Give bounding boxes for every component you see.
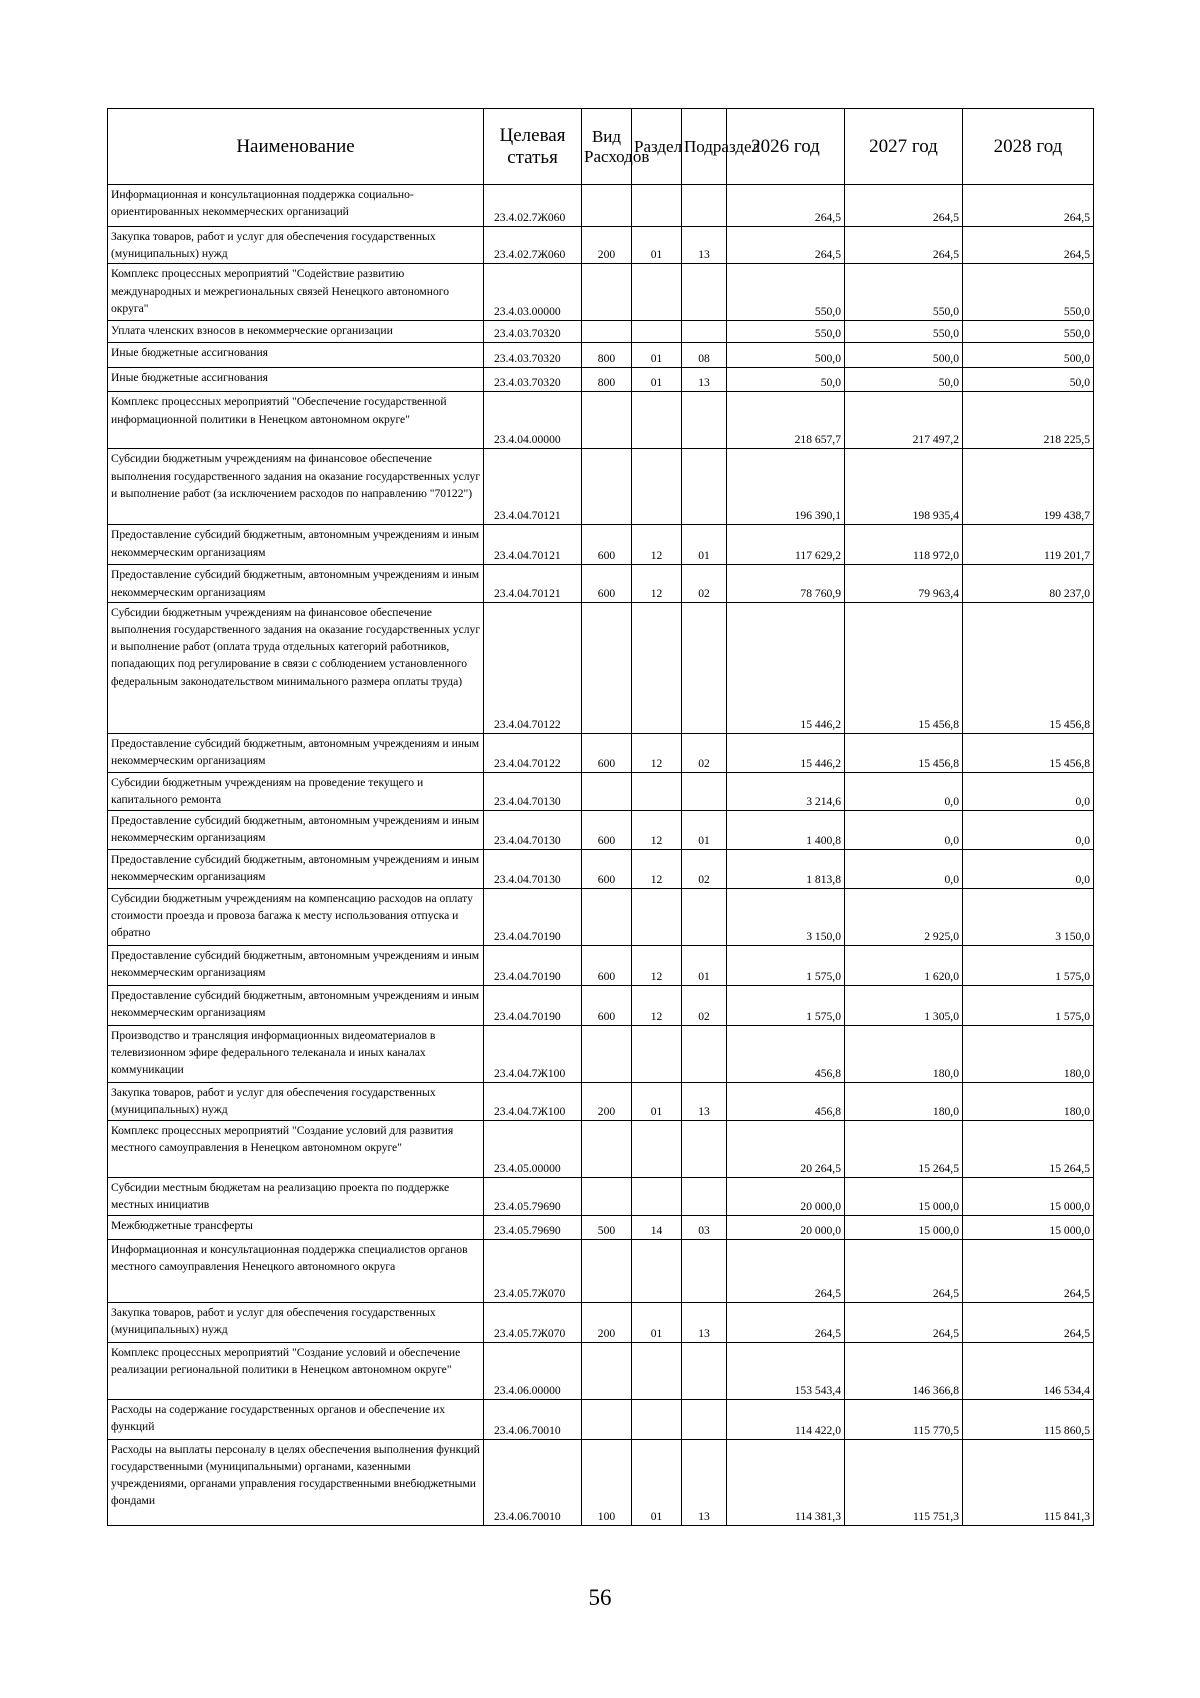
table-row — [108, 1399, 1094, 1439]
row-amount-2026: 264,5 — [727, 1239, 845, 1302]
row-amount-2027: 217 497,2 — [845, 392, 963, 449]
row-vid — [582, 772, 632, 810]
row-amount-2026: 1 575,0 — [727, 985, 845, 1025]
row-amount-2027: 198 935,4 — [845, 449, 963, 525]
row-razdel: 12 — [632, 985, 682, 1025]
row-razdel: 01 — [632, 1082, 682, 1120]
row-amount-2027: 115 770,5 — [845, 1399, 963, 1439]
row-amount-2028: 15 000,0 — [963, 1177, 1094, 1215]
row-name: Информационная и консультационная поддержка специалистов органов местного самоуправления Ненецкого автономного округа — [108, 1239, 484, 1302]
row-razdel — [632, 772, 682, 810]
row-amount-2028: 180,0 — [963, 1082, 1094, 1120]
row-podrazdel — [682, 1025, 727, 1082]
row-amount-2026: 15 446,2 — [727, 733, 845, 772]
row-vid: 800 — [582, 343, 632, 368]
row-vid: 600 — [582, 985, 632, 1025]
row-amount-2027: 264,5 — [845, 227, 963, 264]
row-razdel — [632, 264, 682, 321]
header-name: Наименование — [108, 109, 484, 185]
row-name: Предоставление субсидий бюджетным, автономным учреждениям и иным некоммерческим организациям — [108, 945, 484, 985]
row-name: Комплекс процессных мероприятий "Создание условий и обеспечение реализации региональной политики в Ненецком автономном округе" — [108, 1342, 484, 1399]
row-vid: 600 — [582, 849, 632, 888]
row-podrazdel: 03 — [682, 1215, 727, 1239]
row-podrazdel: 13 — [682, 1439, 727, 1525]
row-amount-2026: 196 390,1 — [727, 449, 845, 525]
row-razdel — [632, 1399, 682, 1439]
row-amount-2028: 500,0 — [963, 343, 1094, 368]
row-name: Производство и трансляция информационных видеоматериалов в телевизионном эфире федерального телеканала и иных каналах коммуникации — [108, 1025, 484, 1082]
row-razdel — [632, 1342, 682, 1399]
row-vid — [582, 185, 632, 227]
row-razdel: 12 — [632, 525, 682, 565]
row-podrazdel — [682, 1239, 727, 1302]
row-amount-2026: 78 760,9 — [727, 565, 845, 602]
table-row — [108, 392, 1094, 449]
row-target-code: 23.4.04.70190 — [484, 945, 582, 985]
row-amount-2028: 180,0 — [963, 1025, 1094, 1082]
table-row — [108, 1177, 1094, 1215]
row-name: Уплата членских взносов в некоммерческие организации — [108, 321, 484, 343]
row-amount-2028: 264,5 — [963, 1239, 1094, 1302]
row-amount-2028: 199 438,7 — [963, 449, 1094, 525]
row-amount-2028: 264,5 — [963, 185, 1094, 227]
row-target-code: 23.4.04.7Ж100 — [484, 1082, 582, 1120]
row-name: Межбюджетные трансферты — [108, 1215, 484, 1239]
row-name: Субсидии бюджетным учреждениям на компенсацию расходов на оплату стоимости проезда и провоза багажа к месту использования отпуска и обратно — [108, 888, 484, 945]
row-podrazdel — [682, 602, 727, 733]
table-row — [108, 1302, 1094, 1342]
row-amount-2028: 80 237,0 — [963, 565, 1094, 602]
row-vid: 200 — [582, 227, 632, 264]
row-target-code: 23.4.03.70320 — [484, 321, 582, 343]
row-amount-2028: 218 225,5 — [963, 392, 1094, 449]
row-amount-2026: 264,5 — [727, 1302, 845, 1342]
row-podrazdel — [682, 1399, 727, 1439]
table-row — [108, 368, 1094, 392]
row-amount-2026: 20 264,5 — [727, 1120, 845, 1177]
row-name: Предоставление субсидий бюджетным, автономным учреждениям и иным некоммерческим организациям — [108, 985, 484, 1025]
row-name: Предоставление субсидий бюджетным, автономным учреждениям и иным некоммерческим организациям — [108, 525, 484, 565]
row-amount-2026: 1 575,0 — [727, 945, 845, 985]
row-target-code: 23.4.04.70122 — [484, 602, 582, 733]
row-name: Комплекс процессных мероприятий "Содействие развитию международных и межрегиональных связей Ненецкого автономного округа" — [108, 264, 484, 321]
row-vid — [582, 1399, 632, 1439]
table-body — [108, 185, 1094, 1526]
table-row — [108, 264, 1094, 321]
row-name: Предоставление субсидий бюджетным, автономным учреждениям и иным некоммерческим организациям — [108, 849, 484, 888]
row-amount-2026: 20 000,0 — [727, 1215, 845, 1239]
row-amount-2026: 114 381,3 — [727, 1439, 845, 1525]
row-name: Субсидии бюджетным учреждениям на финансовое обеспечение выполнения государственного задания на оказание государственных услуг и выполнение работ (оплата труда отдельных категорий работников, попадающих под регулирование в связи с соблюдением установленного федеральным законодательством минимального размера оплаты труда) — [108, 602, 484, 733]
row-amount-2027: 264,5 — [845, 1302, 963, 1342]
row-amount-2027: 15 456,8 — [845, 602, 963, 733]
row-name: Иные бюджетные ассигнования — [108, 343, 484, 368]
header-razdel: Раздел — [632, 109, 682, 185]
table-row — [108, 1439, 1094, 1525]
row-amount-2028: 550,0 — [963, 321, 1094, 343]
row-amount-2026: 153 543,4 — [727, 1342, 845, 1399]
row-amount-2028: 15 456,8 — [963, 602, 1094, 733]
header-2027: 2027 год — [845, 109, 963, 185]
row-target-code: 23.4.04.00000 — [484, 392, 582, 449]
table-row — [108, 343, 1094, 368]
row-amount-2027: 2 925,0 — [845, 888, 963, 945]
table-row — [108, 1342, 1094, 1399]
row-amount-2027: 1 620,0 — [845, 945, 963, 985]
row-razdel: 12 — [632, 849, 682, 888]
row-amount-2028: 146 534,4 — [963, 1342, 1094, 1399]
row-target-code: 23.4.04.70121 — [484, 565, 582, 602]
row-razdel — [632, 185, 682, 227]
row-vid: 600 — [582, 525, 632, 565]
row-razdel: 01 — [632, 368, 682, 392]
row-vid: 500 — [582, 1215, 632, 1239]
row-name: Комплекс процессных мероприятий "Обеспечение государственной информационной политики в Ненецком автономном округе" — [108, 392, 484, 449]
row-amount-2028: 119 201,7 — [963, 525, 1094, 565]
row-vid — [582, 888, 632, 945]
row-podrazdel: 01 — [682, 810, 727, 849]
row-vid — [582, 449, 632, 525]
table-row — [108, 849, 1094, 888]
row-target-code: 23.4.04.7Ж100 — [484, 1025, 582, 1082]
row-razdel — [632, 888, 682, 945]
table-row — [108, 772, 1094, 810]
row-amount-2027: 0,0 — [845, 849, 963, 888]
row-podrazdel: 01 — [682, 945, 727, 985]
row-target-code: 23.4.02.7Ж060 — [484, 185, 582, 227]
row-podrazdel — [682, 1177, 727, 1215]
row-amount-2027: 0,0 — [845, 772, 963, 810]
row-amount-2027: 146 366,8 — [845, 1342, 963, 1399]
row-amount-2028: 264,5 — [963, 1302, 1094, 1342]
row-razdel — [632, 392, 682, 449]
row-podrazdel: 02 — [682, 733, 727, 772]
budget-table — [107, 108, 1094, 1526]
row-target-code: 23.4.03.00000 — [484, 264, 582, 321]
row-podrazdel: 02 — [682, 849, 727, 888]
row-podrazdel: 02 — [682, 565, 727, 602]
row-amount-2026: 456,8 — [727, 1025, 845, 1082]
row-razdel — [632, 602, 682, 733]
table-row — [108, 733, 1094, 772]
row-amount-2027: 264,5 — [845, 1239, 963, 1302]
row-razdel: 01 — [632, 343, 682, 368]
row-name: Субсидии местным бюджетам на реализацию проекта по поддержке местных инициатив — [108, 1177, 484, 1215]
row-amount-2026: 218 657,7 — [727, 392, 845, 449]
table-header — [108, 109, 1094, 185]
row-amount-2028: 0,0 — [963, 772, 1094, 810]
row-amount-2026: 3 214,6 — [727, 772, 845, 810]
row-target-code: 23.4.04.70122 — [484, 733, 582, 772]
row-name: Расходы на выплаты персоналу в целях обеспечения выполнения функций государственными (муниципальными) органами, казенными учреждениями, органами управления государственными внебюджетными фондами — [108, 1439, 484, 1525]
row-amount-2027: 1 305,0 — [845, 985, 963, 1025]
row-amount-2026: 550,0 — [727, 321, 845, 343]
row-amount-2028: 115 860,5 — [963, 1399, 1094, 1439]
row-amount-2027: 264,5 — [845, 185, 963, 227]
row-amount-2027: 15 264,5 — [845, 1120, 963, 1177]
row-vid — [582, 1025, 632, 1082]
header-podrazdel: Подраздел — [682, 109, 727, 185]
row-amount-2028: 264,5 — [963, 227, 1094, 264]
row-podrazdel — [682, 449, 727, 525]
row-name: Закупка товаров, работ и услуг для обеспечения государственных (муниципальных) нужд — [108, 1302, 484, 1342]
row-target-code: 23.4.04.70130 — [484, 810, 582, 849]
row-name: Закупка товаров, работ и услуг для обеспечения государственных (муниципальных) нужд — [108, 1082, 484, 1120]
row-target-code: 23.4.05.79690 — [484, 1177, 582, 1215]
row-amount-2026: 50,0 — [727, 368, 845, 392]
row-podrazdel: 13 — [682, 1082, 727, 1120]
row-podrazdel: 02 — [682, 985, 727, 1025]
row-podrazdel — [682, 888, 727, 945]
row-amount-2027: 15 000,0 — [845, 1177, 963, 1215]
row-amount-2027: 15 000,0 — [845, 1215, 963, 1239]
row-podrazdel: 01 — [682, 525, 727, 565]
row-target-code: 23.4.05.7Ж070 — [484, 1302, 582, 1342]
row-amount-2027: 15 456,8 — [845, 733, 963, 772]
table-row — [108, 525, 1094, 565]
row-vid: 600 — [582, 945, 632, 985]
row-podrazdel — [682, 772, 727, 810]
row-target-code: 23.4.05.00000 — [484, 1120, 582, 1177]
row-amount-2028: 15 000,0 — [963, 1215, 1094, 1239]
row-target-code: 23.4.05.7Ж070 — [484, 1239, 582, 1302]
row-razdel — [632, 449, 682, 525]
row-vid: 600 — [582, 733, 632, 772]
row-vid — [582, 1177, 632, 1215]
table-row — [108, 985, 1094, 1025]
row-amount-2026: 550,0 — [727, 264, 845, 321]
table-row — [108, 888, 1094, 945]
row-name: Субсидии бюджетным учреждениям на проведение текущего и капитального ремонта — [108, 772, 484, 810]
row-name: Иные бюджетные ассигнования — [108, 368, 484, 392]
row-target-code: 23.4.06.00000 — [484, 1342, 582, 1399]
row-target-code: 23.4.06.70010 — [484, 1399, 582, 1439]
row-target-code: 23.4.04.70121 — [484, 449, 582, 525]
row-amount-2028: 15 456,8 — [963, 733, 1094, 772]
row-vid: 200 — [582, 1082, 632, 1120]
row-target-code: 23.4.04.70130 — [484, 772, 582, 810]
row-podrazdel — [682, 1342, 727, 1399]
row-podrazdel — [682, 321, 727, 343]
row-vid — [582, 1120, 632, 1177]
row-podrazdel — [682, 1120, 727, 1177]
table-row — [108, 1082, 1094, 1120]
header-2026: 2026 год — [727, 109, 845, 185]
row-amount-2028: 115 841,3 — [963, 1439, 1094, 1525]
header-vid: Вид Расходов — [582, 109, 632, 185]
row-name: Информационная и консультационная поддержка социально-ориентированных некоммерческих организаций — [108, 185, 484, 227]
row-razdel: 12 — [632, 945, 682, 985]
row-razdel — [632, 1177, 682, 1215]
row-podrazdel: 13 — [682, 227, 727, 264]
row-target-code: 23.4.05.79690 — [484, 1215, 582, 1239]
row-target-code: 23.4.03.70320 — [484, 368, 582, 392]
row-podrazdel — [682, 264, 727, 321]
row-razdel: 01 — [632, 227, 682, 264]
table-row — [108, 227, 1094, 264]
row-amount-2027: 118 972,0 — [845, 525, 963, 565]
table-row — [108, 1215, 1094, 1239]
table-row — [108, 602, 1094, 733]
row-razdel — [632, 321, 682, 343]
row-amount-2027: 550,0 — [845, 321, 963, 343]
row-razdel: 01 — [632, 1302, 682, 1342]
row-name: Закупка товаров, работ и услуг для обеспечения государственных (муниципальных) нужд — [108, 227, 484, 264]
table-row — [108, 449, 1094, 525]
row-amount-2026: 15 446,2 — [727, 602, 845, 733]
table-row — [108, 945, 1094, 985]
row-target-code: 23.4.04.70121 — [484, 525, 582, 565]
row-amount-2027: 500,0 — [845, 343, 963, 368]
row-vid — [582, 1342, 632, 1399]
row-name: Предоставление субсидий бюджетным, автономным учреждениям и иным некоммерческим организациям — [108, 810, 484, 849]
row-amount-2027: 115 751,3 — [845, 1439, 963, 1525]
table-row — [108, 1025, 1094, 1082]
row-razdel: 12 — [632, 810, 682, 849]
row-amount-2026: 264,5 — [727, 185, 845, 227]
row-amount-2026: 20 000,0 — [727, 1177, 845, 1215]
table-row — [108, 321, 1094, 343]
table-row — [108, 565, 1094, 602]
row-vid: 600 — [582, 565, 632, 602]
row-razdel — [632, 1120, 682, 1177]
row-amount-2028: 0,0 — [963, 849, 1094, 888]
row-target-code: 23.4.03.70320 — [484, 343, 582, 368]
row-razdel — [632, 1025, 682, 1082]
row-amount-2028: 1 575,0 — [963, 985, 1094, 1025]
row-vid: 100 — [582, 1439, 632, 1525]
row-target-code: 23.4.06.70010 — [484, 1439, 582, 1525]
row-amount-2026: 264,5 — [727, 227, 845, 264]
row-amount-2027: 550,0 — [845, 264, 963, 321]
row-target-code: 23.4.04.70190 — [484, 985, 582, 1025]
row-target-code: 23.4.04.70130 — [484, 849, 582, 888]
row-podrazdel: 13 — [682, 1302, 727, 1342]
row-vid — [582, 321, 632, 343]
row-target-code: 23.4.04.70190 — [484, 888, 582, 945]
row-amount-2026: 3 150,0 — [727, 888, 845, 945]
table-row — [108, 185, 1094, 227]
row-podrazdel: 08 — [682, 343, 727, 368]
table-row — [108, 1120, 1094, 1177]
row-podrazdel — [682, 185, 727, 227]
row-amount-2027: 0,0 — [845, 810, 963, 849]
row-razdel: 12 — [632, 733, 682, 772]
row-amount-2028: 3 150,0 — [963, 888, 1094, 945]
table-row — [108, 810, 1094, 849]
row-name: Предоставление субсидий бюджетным, автономным учреждениям и иным некоммерческим организациям — [108, 733, 484, 772]
row-vid: 800 — [582, 368, 632, 392]
row-amount-2027: 50,0 — [845, 368, 963, 392]
row-amount-2028: 50,0 — [963, 368, 1094, 392]
row-vid: 600 — [582, 810, 632, 849]
row-amount-2028: 550,0 — [963, 264, 1094, 321]
row-amount-2026: 500,0 — [727, 343, 845, 368]
row-vid — [582, 392, 632, 449]
page-number: 56 — [588, 1585, 612, 1610]
row-podrazdel — [682, 392, 727, 449]
row-podrazdel: 13 — [682, 368, 727, 392]
row-vid: 200 — [582, 1302, 632, 1342]
row-name: Субсидии бюджетным учреждениям на финансовое обеспечение выполнения государственного задания на оказание государственных услуг и выполнение работ (за исключением расходов по направлению "70122") — [108, 449, 484, 525]
row-name: Комплекс процессных мероприятий "Создание условий для развития местного самоуправления в Ненецком автономном округе" — [108, 1120, 484, 1177]
row-amount-2027: 180,0 — [845, 1082, 963, 1120]
row-razdel — [632, 1239, 682, 1302]
table-row — [108, 1239, 1094, 1302]
row-vid — [582, 264, 632, 321]
row-amount-2028: 15 264,5 — [963, 1120, 1094, 1177]
row-amount-2026: 456,8 — [727, 1082, 845, 1120]
header-target: Целевая статья — [484, 109, 582, 185]
row-amount-2026: 1 400,8 — [727, 810, 845, 849]
row-amount-2027: 79 963,4 — [845, 565, 963, 602]
row-name: Предоставление субсидий бюджетным, автономным учреждениям и иным некоммерческим организациям — [108, 565, 484, 602]
row-amount-2028: 0,0 — [963, 810, 1094, 849]
row-amount-2026: 117 629,2 — [727, 525, 845, 565]
row-amount-2026: 1 813,8 — [727, 849, 845, 888]
header-2028: 2028 год — [963, 109, 1094, 185]
row-name: Расходы на содержание государственных органов и обеспечение их функций — [108, 1399, 484, 1439]
row-vid — [582, 1239, 632, 1302]
row-target-code: 23.4.02.7Ж060 — [484, 227, 582, 264]
row-amount-2028: 1 575,0 — [963, 945, 1094, 985]
row-razdel: 14 — [632, 1215, 682, 1239]
row-amount-2027: 180,0 — [845, 1025, 963, 1082]
row-amount-2026: 114 422,0 — [727, 1399, 845, 1439]
row-vid — [582, 602, 632, 733]
row-razdel: 01 — [632, 1439, 682, 1525]
row-razdel: 12 — [632, 565, 682, 602]
